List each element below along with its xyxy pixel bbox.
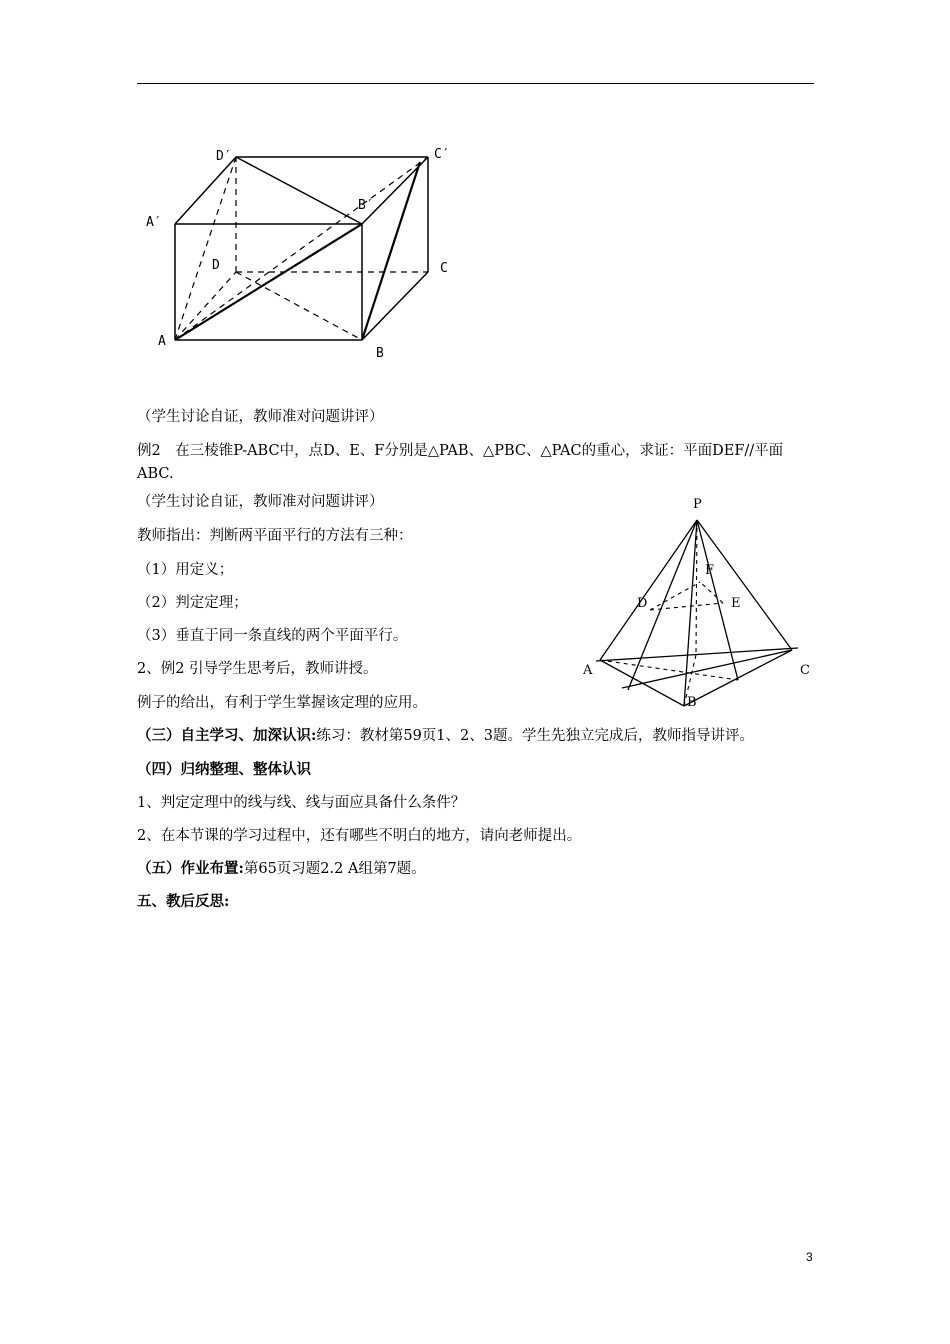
page-number: 3 [806,1250,813,1264]
label-Cp: C′ [434,147,450,162]
diag-A-Cp [175,157,428,340]
example-2-statement: 例2 在三棱锥P-ABC中，点D、E、F分别是△PAB、△PBC、△PAC的重心，求证：平面DEF//平面ABC. [137,443,784,482]
section-3-body: 练习：教材第59页1、2、3题。学生先独立完成后，教师指导讲评。 [316,728,754,744]
edge-B-C [362,272,428,340]
edge-P-C [697,520,792,650]
line-C-midAB [622,650,792,688]
label-F: F [705,563,715,578]
section-5-body: 第65页习题2.2 A组第7题。 [243,861,426,877]
diag-A-Bp [175,224,362,340]
label-Dp: D′ [216,149,232,164]
example-purpose-note: 例子的给出，有利于学生掌握该定理的应用。 [137,695,427,711]
section-4-heading: （四）归纳整理、整体认识 [137,761,311,778]
diag-D-B [236,272,362,340]
discussion-note-2: （学生讨论自证，教师准对问题讲评） [137,494,384,510]
label-Ap: A′ [146,215,162,230]
label-E: E [731,596,741,611]
diag-A-Dp [175,157,236,340]
method-item-2: （2）判定定理； [137,595,248,611]
diag-Dp-Bp [236,157,362,224]
label-D: D [637,596,648,611]
step-2-note: 2、例2 引导学生思考后，教师讲授。 [137,661,378,677]
section-3-heading: （三）自主学习、加深认识: [137,727,317,744]
label-B: B [687,695,697,710]
edge-E-F [700,582,723,603]
line-A-C-ext [596,648,798,661]
teacher-note: 教师指出：判断两平面平行的方法有三种： [137,528,413,544]
label-C: C [800,663,810,678]
method-item-3: （3）垂直于同一条直线的两个平面平行。 [137,628,408,644]
tetrahedron-figure [575,490,815,715]
label-Bp: B′ [358,198,374,213]
section-reflection-heading: 五、教后反思: [137,893,230,910]
label-P: P [693,497,702,512]
label-D: D [212,258,220,273]
question-2: 2、在本节课的学习过程中，还有哪些不明白的地方，请向老师提出。 [137,828,582,844]
question-1: 1、判定定理中的线与线、线与面应具备什么条件？ [137,795,466,811]
method-item-1: （1）用定义； [137,562,234,578]
section-5 [137,859,426,879]
label-A: A [583,663,593,678]
label-C: C [440,261,448,276]
edge-A-D [175,272,236,340]
discussion-note-1: （学生讨论自证，教师准对问题讲评） [137,409,384,425]
section-5-heading: （五）作业布置: [137,860,244,877]
parallelepiped-figure [130,135,470,370]
diag-B-Cp [362,162,420,340]
header-rule [137,83,814,84]
label-A: A [158,334,166,349]
section-3 [137,726,754,746]
edge-Ap-Dp [175,157,236,224]
edge-D-E [650,603,723,610]
label-B: B [376,346,384,361]
